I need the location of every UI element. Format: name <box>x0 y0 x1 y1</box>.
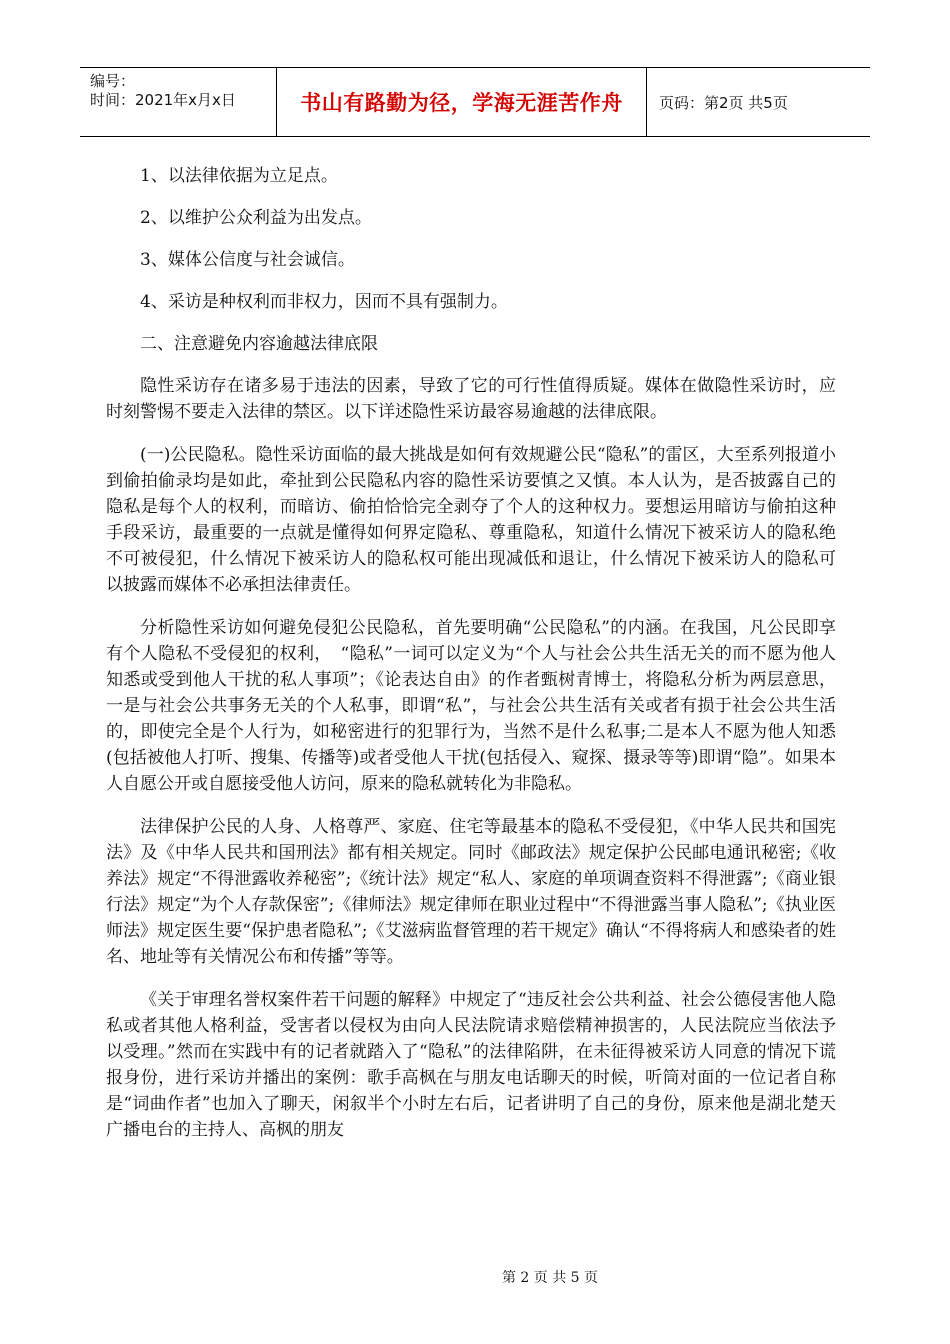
document-body <box>106 163 836 1160</box>
paragraph: 《关于审理名誉权案件若干问题的解释》中规定了“违反社会公共利益、社会公德侵害他人隐私或者其他人格利益，受害者以侵权为由向人民法院请求赔偿精神损害的，人民法院应当依法予以受理。”然而在实践中有的记者就踏入了“隐私”的法律陷阱，在未征得被采访人同意的情况下谎报身份，进行采访并播出的案例：歌手高枫在与朋友电话聊天的时候，听筒对面的一位记者自称是“词曲作者”也加入了聊天，闲叙半个小时左右后，记者讲明了自己的身份，原来他是湖北楚天广播电台的主持人、高枫的朋友 <box>106 990 836 1140</box>
paragraph: 隐性采访存在诸多易于违法的因素，导致了它的可行性值得质疑。媒体在做隐性采访时，应时刻警惕不要走入法律的禁区。以下详述隐性采访最容易逾越的法律底限。 <box>106 376 836 422</box>
list-item-1: 1、以法律依据为立足点。 <box>140 166 338 186</box>
list-item-3: 3、媒体公信度与社会诚信。 <box>140 250 355 270</box>
paragraph: 法律保护公民的人身、人格尊严、家庭、住宅等最基本的隐私不受侵犯，《中华人民共和国宪法》及《中华人民共和国刑法》都有相关规定。同时《邮政法》规定保护公民邮电通讯秘密;《收养法》规定“不得泄露收养秘密”;《统计法》规定“私人、家庭的单项调查资料不得泄露”;《商业银行法》规定“为个人存款保密”;《律师法》规定律师在职业过程中“不得泄露当事人隐私”;《执业医师法》规定医生要“保护患者隐私”;《艾滋病监督管理的若干规定》确认“不得将病人和感染者的姓名、地址等有关情况公布和传播”等等。 <box>106 817 836 967</box>
paragraph: (一)公民隐私。隐性采访面临的最大挑战是如何有效规避公民“隐私”的雷区，大至系列报道小到偷拍偷录均是如此，牵扯到公民隐私内容的隐性采访要慎之又慎。本人认为，是否披露自己的隐私是每个人的权利，而暗访、偷拍恰恰完全剥夺了个人的这种权力。要想运用暗访与偷拍这种手段采访，最重要的一点就是懂得如何界定隐私、尊重隐私，知道什么情况下被采访人的隐私绝不可被侵犯，什么情况下被采访人的隐私权可能出现减低和退让，什么情况下被采访人的隐私可以披露而媒体不必承担法律责任。 <box>106 445 836 595</box>
list-item-2: 2、以维护公众利益为出发点。 <box>140 208 372 228</box>
page-footer <box>0 1267 950 1287</box>
number-label: 编号： <box>90 72 136 90</box>
list-item-4: 4、采访是种权利而非权力，因而不具有强制力。 <box>140 292 508 312</box>
header-motto: 书山有路勤为径，学海无涯苦作舟 <box>277 68 647 136</box>
paragraph: 分析隐性采访如何避免侵犯公民隐私，首先要明确“公民隐私”的内涵。在我国，凡公民即享有个人隐私不受侵犯的权利， “隐私”一词可以定义为“个人与社会公共生活无关的而不愿为他人知悉或受到他人干扰的私人事项”；《论表达自由》的作者甄树青博士，将隐私分析为两层意思，一是与社会公共事务无关的个人私事，即谓“私”，与社会公共生活有关或者有损于社会公共生活的，即使完全是个人行为，如秘密进行的犯罪行为，当然不是什么私事;二是本人不愿为他人知悉(包括被他人打听、搜集、传播等)或者受他人干扰(包括侵入、窥探、摄录等等)即谓“隐”。如果本人自愿公开或自愿接受他人访问，原来的隐私就转化为非隐私。 <box>106 618 836 794</box>
section-heading: 二、注意避免内容逾越法律底限 <box>140 334 378 354</box>
header-meta <box>80 68 277 136</box>
footer-page-number: 第 2 页 共 5 页 <box>501 1270 599 1286</box>
page-header <box>80 67 870 137</box>
header-page-info: 页码：第2页 共5页 <box>659 93 788 112</box>
time-label: 时间：2021年x月x日 <box>90 91 236 109</box>
